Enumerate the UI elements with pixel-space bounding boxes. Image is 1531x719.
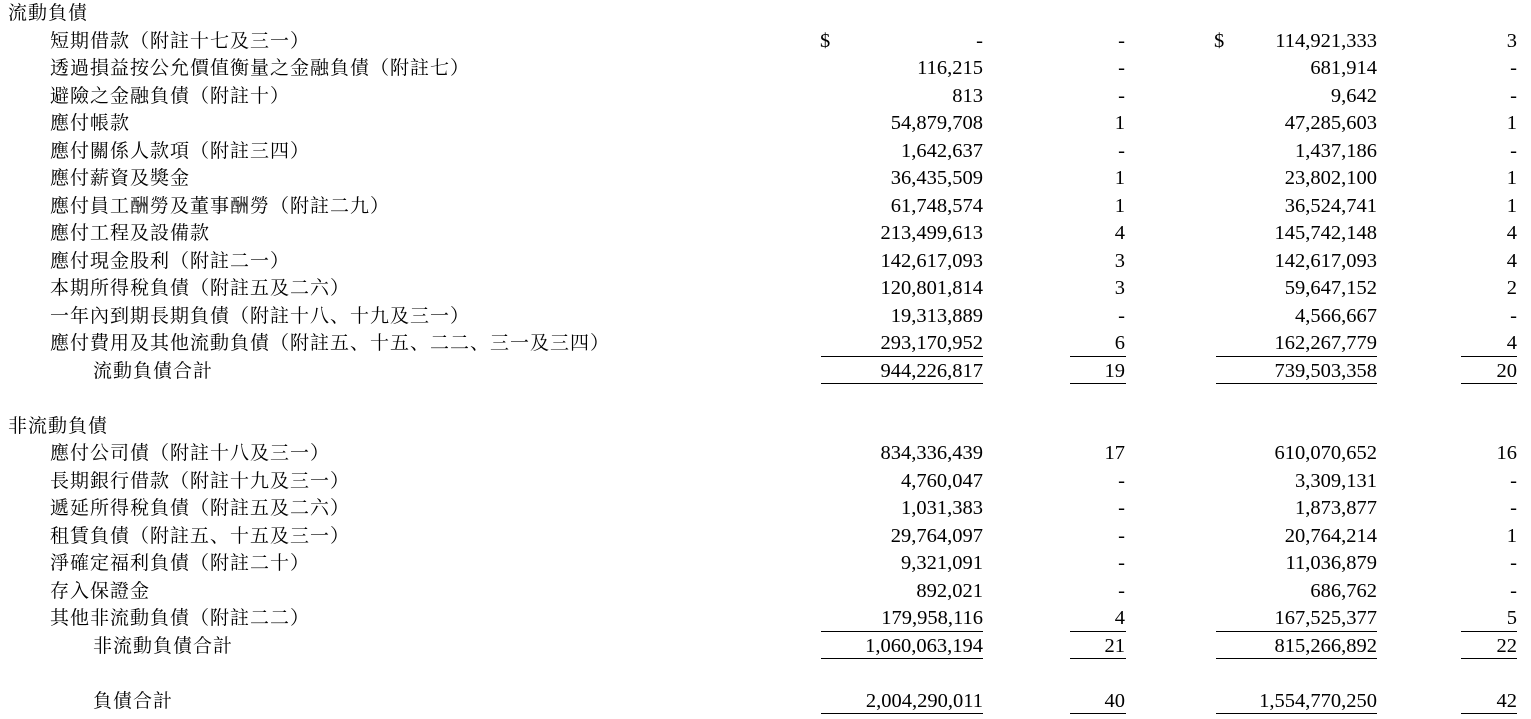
percent-prior: 20: [1496, 359, 1517, 382]
amount-current: 1,060,063,194: [865, 634, 983, 657]
line-item-label: 遞延所得稅負債（附註五及二六）: [50, 497, 351, 519]
amount-current: 293,170,952: [880, 332, 983, 354]
amount-current: 54,879,708: [890, 112, 983, 134]
percent-prior: 1: [1506, 167, 1517, 189]
amount-current: 1,031,383: [901, 497, 983, 519]
amount-prior: 1,873,877: [1295, 497, 1377, 519]
subtotal-label: 流動負債合計: [93, 359, 214, 382]
amount-prior: 162,267,779: [1274, 332, 1377, 354]
line-item-label: 應付工程及設備款: [50, 222, 211, 244]
amount-prior: 36,524,741: [1284, 194, 1377, 217]
amount-prior: 167,525,377: [1274, 607, 1377, 629]
percent-current: -: [1118, 29, 1125, 52]
line-item-label: 本期所得稅負債（附註五及二六）: [50, 277, 351, 299]
amount-current: 2,004,290,011: [865, 689, 983, 712]
percent-prior: 1: [1506, 524, 1517, 547]
percent-prior: -: [1510, 139, 1517, 162]
line-item-label: 透過損益按公允價值衡量之金融負債（附註七）: [50, 57, 471, 79]
table-row: [0, 248, 1531, 276]
amount-current: 120,801,814: [880, 277, 983, 299]
subtotal-rule-percent-current: [1070, 631, 1126, 632]
table-row: [0, 440, 1531, 468]
amount-prior: 114,921,333: [1275, 29, 1377, 52]
amount-current: -: [976, 29, 983, 52]
percent-prior: 4: [1506, 222, 1517, 244]
percent-current: -: [1118, 57, 1125, 79]
amount-prior: 9,642: [1330, 84, 1377, 107]
amount-prior: 59,647,152: [1284, 277, 1377, 299]
amount-current: 213,499,613: [880, 222, 983, 244]
line-item-label: 應付薪資及獎金: [50, 167, 191, 189]
percent-current: 40: [1104, 689, 1125, 712]
percent-prior: 4: [1506, 332, 1517, 354]
line-item-label: 應付帳款: [50, 112, 131, 134]
percent-current: -: [1118, 497, 1125, 519]
amount-current: 61,748,574: [890, 194, 983, 217]
subtotal-rule-amount-prior: [1216, 356, 1377, 357]
grand-total-rule-percent-current: [1070, 713, 1126, 714]
section-title: 非流動負債: [8, 414, 109, 437]
line-item-label: 避險之金融負債（附註十）: [50, 84, 291, 107]
percent-prior: 5: [1506, 607, 1517, 629]
percent-current: 1: [1114, 112, 1125, 134]
percent-prior: 1: [1506, 112, 1517, 134]
percent-current: 4: [1114, 222, 1125, 244]
percent-current: 21: [1104, 634, 1125, 657]
amount-prior: 681,914: [1310, 57, 1377, 79]
subtotal-rule-amount-prior: [1216, 631, 1377, 632]
table-row: [0, 55, 1531, 83]
currency-symbol-current: $: [820, 29, 831, 52]
line-item-label: 應付費用及其他流動負債（附註五、十五、二二、三一及三四）: [50, 332, 611, 354]
amount-current: 36,435,509: [890, 167, 983, 189]
percent-current: -: [1118, 524, 1125, 547]
table-row: [0, 523, 1531, 551]
amount-prior: 815,266,892: [1274, 634, 1377, 657]
percent-prior: 22: [1496, 634, 1517, 657]
subtotal-bottom-rule-amount-current: [821, 383, 983, 384]
line-item-label: 淨確定福利負債（附註二十）: [50, 552, 311, 574]
table-row: [0, 495, 1531, 523]
percent-current: 1: [1114, 167, 1125, 189]
subtotal-rule-percent-prior: [1461, 356, 1517, 357]
percent-prior: 16: [1496, 442, 1517, 464]
percent-current: -: [1118, 139, 1125, 162]
amount-prior: 4,566,667: [1295, 304, 1377, 327]
table-row: [0, 165, 1531, 193]
grand-total-rule-percent-prior: [1461, 713, 1517, 714]
table-row: [0, 275, 1531, 303]
percent-prior: -: [1510, 497, 1517, 519]
percent-current: -: [1118, 469, 1125, 492]
subtotal-bottom-rule-percent-prior: [1461, 383, 1517, 384]
percent-prior: -: [1510, 552, 1517, 574]
percent-prior: -: [1510, 57, 1517, 79]
table-row: [0, 578, 1531, 606]
table-row: [0, 220, 1531, 248]
table-row: [0, 83, 1531, 111]
percent-prior: 1: [1506, 194, 1517, 217]
percent-current: 19: [1104, 359, 1125, 382]
table-row: [0, 110, 1531, 138]
percent-current: -: [1118, 304, 1125, 327]
amount-prior: 145,742,148: [1274, 222, 1377, 244]
line-item-label: 一年內到期長期負債（附註十八、十九及三一）: [50, 304, 471, 327]
currency-symbol-prior: $: [1214, 29, 1225, 52]
percent-current: -: [1118, 579, 1125, 602]
section-heading: [0, 0, 1531, 28]
subtotal-row: [0, 358, 1531, 386]
percent-current: -: [1118, 84, 1125, 107]
line-item-label: 應付現金股利（附註二一）: [50, 249, 291, 272]
table-row: [0, 330, 1531, 358]
percent-current: 3: [1114, 277, 1125, 299]
amount-current: 29,764,097: [890, 524, 983, 547]
line-item-label: 租賃負債（附註五、十五及三一）: [50, 524, 351, 547]
percent-prior: -: [1510, 469, 1517, 492]
percent-current: 4: [1114, 607, 1125, 629]
line-item-label: 長期銀行借款（附註十九及三一）: [50, 469, 351, 492]
subtotal-row: [0, 633, 1531, 661]
subtotal-bottom-rule-percent-prior: [1461, 658, 1517, 659]
subtotal-rule-percent-current: [1070, 356, 1126, 357]
amount-prior: 23,802,100: [1284, 167, 1377, 189]
subtotal-bottom-rule-amount-current: [821, 658, 983, 659]
grand-total-rule-amount-current: [821, 713, 983, 714]
subtotal-bottom-rule-percent-current: [1070, 383, 1126, 384]
amount-prior: 686,762: [1310, 579, 1377, 602]
percent-current: 3: [1114, 249, 1125, 272]
line-item-label: 應付公司債（附註十八及三一）: [50, 442, 331, 464]
amount-current: 813: [952, 84, 983, 107]
percent-prior: 3: [1506, 29, 1517, 52]
amount-prior: 11,036,879: [1285, 552, 1377, 574]
percent-current: 6: [1114, 332, 1125, 354]
grand-total-label: 負債合計: [93, 689, 174, 712]
line-item-label: 其他非流動負債（附註二二）: [50, 607, 311, 629]
amount-prior: 1,554,770,250: [1259, 689, 1377, 712]
amount-prior: 610,070,652: [1274, 442, 1377, 464]
line-item-label: 存入保證金: [50, 579, 151, 602]
amount-prior: 47,285,603: [1284, 112, 1377, 134]
amount-current: 142,617,093: [880, 249, 983, 272]
table-row: [0, 605, 1531, 633]
table-row: [0, 303, 1531, 331]
amount-prior: 142,617,093: [1274, 249, 1377, 272]
section-heading: [0, 413, 1531, 441]
amount-current: 892,021: [916, 579, 983, 602]
percent-current: 17: [1104, 442, 1125, 464]
table-row: [0, 28, 1531, 56]
amount-current: 179,958,116: [881, 607, 983, 629]
percent-prior: 4: [1506, 249, 1517, 272]
amount-prior: 3,309,131: [1295, 469, 1377, 492]
table-row: [0, 468, 1531, 496]
amount-current: 19,313,889: [890, 304, 983, 327]
table-row: [0, 550, 1531, 578]
subtotal-rule-percent-prior: [1461, 631, 1517, 632]
subtotal-label: 非流動負債合計: [93, 634, 234, 657]
amount-prior: 739,503,358: [1274, 359, 1377, 382]
percent-prior: 42: [1496, 689, 1517, 712]
amount-prior: 1,437,186: [1295, 139, 1377, 162]
grand-total-row: [0, 688, 1531, 716]
percent-current: -: [1118, 552, 1125, 574]
amount-current: 1,642,637: [901, 139, 983, 162]
percent-prior: 2: [1506, 277, 1517, 299]
subtotal-bottom-rule-amount-prior: [1216, 383, 1377, 384]
table-row: [0, 138, 1531, 166]
amount-current: 9,321,091: [901, 552, 983, 574]
percent-prior: -: [1510, 84, 1517, 107]
line-item-label: 應付員工酬勞及董事酬勞（附註二九）: [50, 194, 391, 217]
subtotal-rule-amount-current: [821, 356, 983, 357]
percent-current: 1: [1114, 194, 1125, 217]
percent-prior: -: [1510, 304, 1517, 327]
subtotal-rule-amount-current: [821, 631, 983, 632]
amount-current: 834,336,439: [880, 442, 983, 464]
amount-prior: 20,764,214: [1284, 524, 1377, 547]
subtotal-bottom-rule-percent-current: [1070, 658, 1126, 659]
amount-current: 944,226,817: [880, 359, 983, 382]
subtotal-bottom-rule-amount-prior: [1216, 658, 1377, 659]
percent-prior: -: [1510, 579, 1517, 602]
grand-total-rule-amount-prior: [1216, 713, 1377, 714]
line-item-label: 應付關係人款項（附註三四）: [50, 139, 311, 162]
section-title: 流動負債: [8, 2, 89, 24]
line-item-label: 短期借款（附註十七及三一）: [50, 29, 311, 52]
amount-current: 4,760,047: [901, 469, 983, 492]
table-row: [0, 193, 1531, 221]
amount-current: 116,215: [917, 57, 983, 79]
